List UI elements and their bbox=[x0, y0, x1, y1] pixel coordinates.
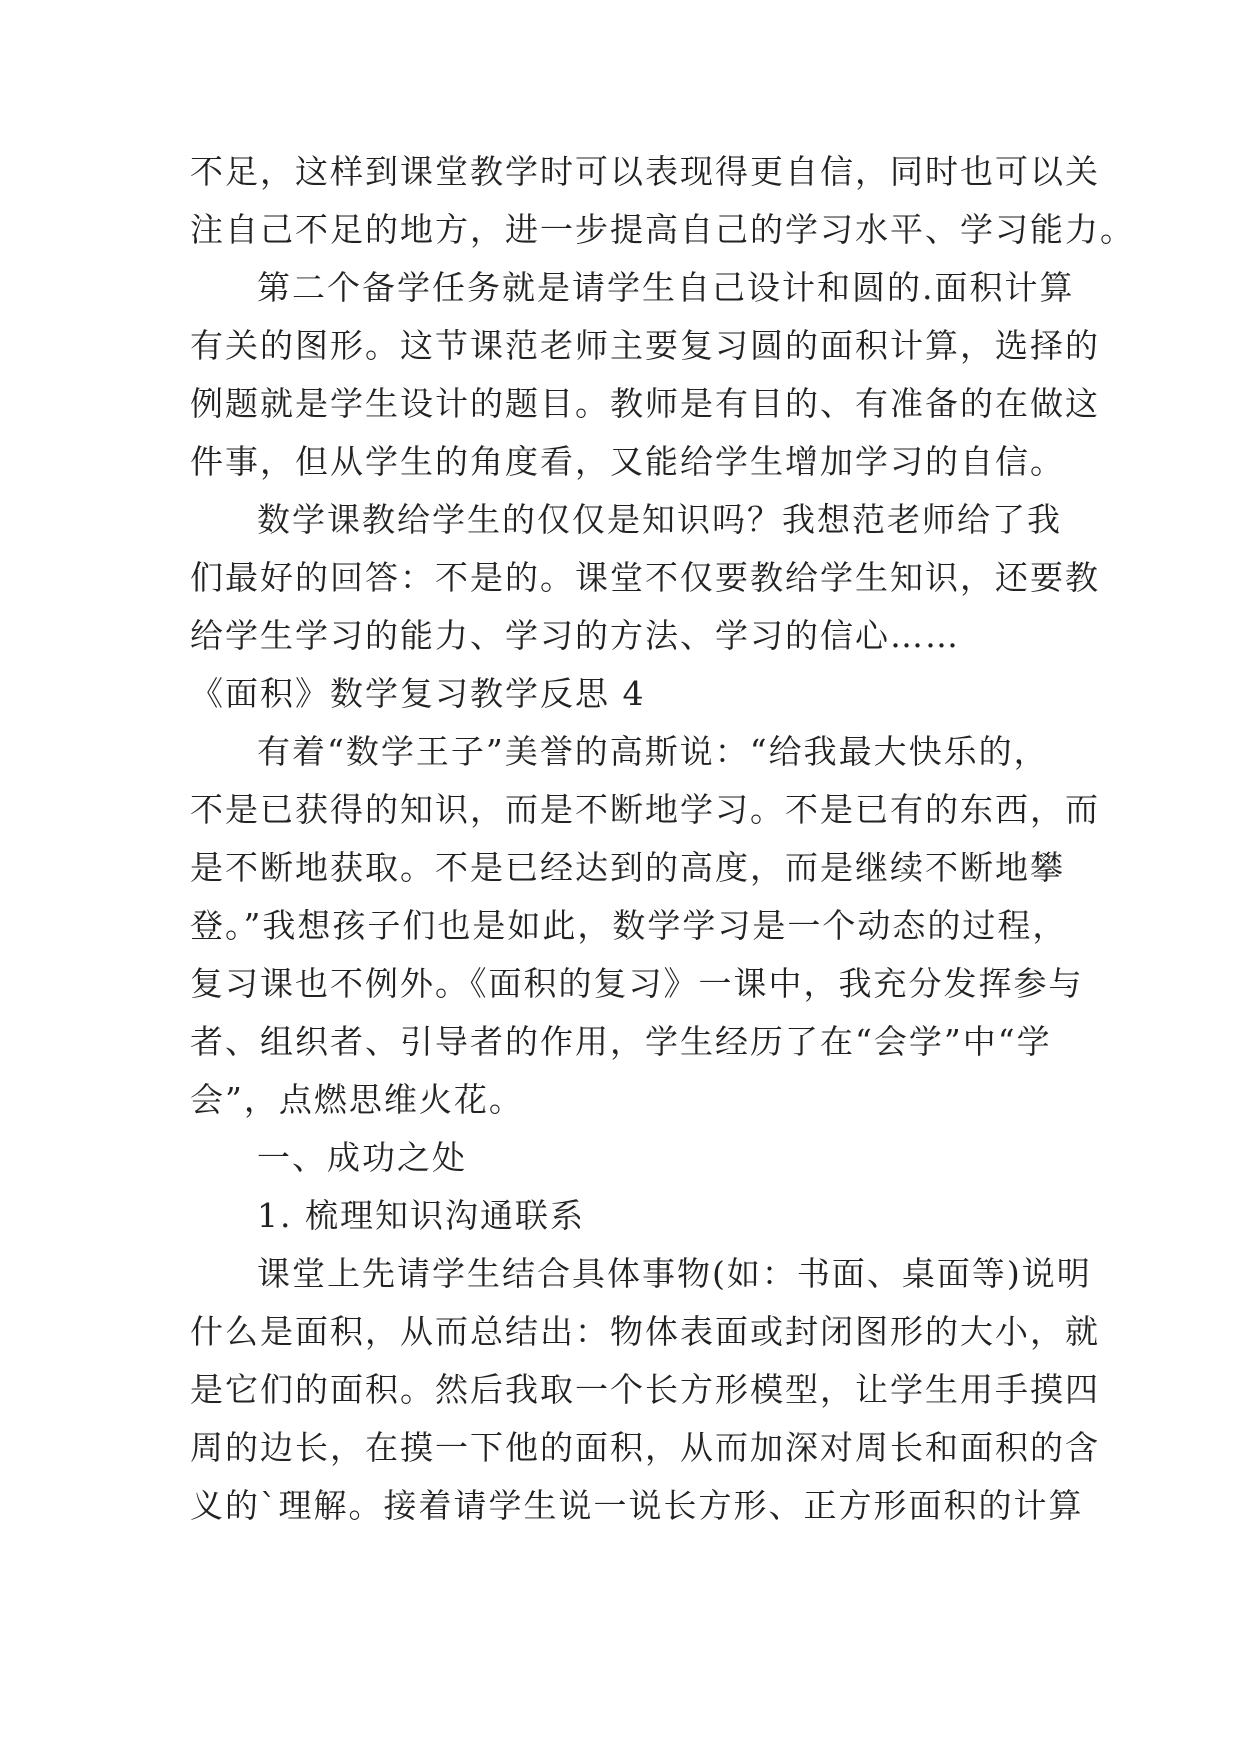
text-line: 给学生学习的能力、学习的方法、学习的信心…… bbox=[190, 616, 960, 655]
text-line: 例题就是学生设计的题目。教师是有目的、有准备的在做这 bbox=[190, 384, 1100, 423]
paragraph-start-line: 课堂上先请学生结合具体事物(如：书面、桌面等)说明 bbox=[257, 1254, 1092, 1293]
text-line: 什么是面积，从而总结出：物体表面或封闭图形的大小，就 bbox=[190, 1312, 1100, 1351]
text-line: 义的`理解。接着请学生说一说长方形、正方形面积的计算 bbox=[190, 1486, 1084, 1525]
numbered-heading: 1. 梳理知识沟通联系 bbox=[257, 1196, 585, 1235]
paragraph-start-line: 数学课教给学生的仅仅是知识吗？我想范老师给了我 bbox=[257, 500, 1062, 539]
text-line: 注自己不足的地方，进一步提高自己的学习水平、学习能力。 bbox=[190, 210, 1135, 249]
text-line: 有关的图形。这节课范老师主要复习圆的面积计算，选择的 bbox=[190, 326, 1100, 365]
section-heading: 《面积》数学复习教学反思 4 bbox=[190, 674, 646, 713]
text-line: 是它们的面积。然后我取一个长方形模型，让学生用手摸四 bbox=[190, 1370, 1100, 1409]
paragraph-start-line: 第二个备学任务就是请学生自己设计和圆的.面积计算 bbox=[257, 268, 1075, 307]
text-line: 周的边长，在摸一下他的面积，从而加深对周长和面积的含 bbox=[190, 1428, 1100, 1467]
text-line: 件事，但从学生的角度看，又能给学生增加学习的自信。 bbox=[190, 442, 1065, 481]
text-line: 者、组织者、引导者的作用，学生经历了在“会学”中“学 bbox=[190, 1022, 1052, 1061]
text-line: 复习课也不例外。《面积的复习》一课中，我充分发挥参与 bbox=[190, 964, 1084, 1003]
text-line: 不足，这样到课堂教学时可以表现得更自信，同时也可以关 bbox=[190, 152, 1100, 191]
paragraph-start-line: 有着“数学王子”美誉的高斯说：“给我最大快乐的， bbox=[257, 732, 1049, 771]
subsection-heading: 一、成功之处 bbox=[257, 1138, 467, 1177]
text-line: 是不断地获取。不是已经达到的高度，而是继续不断地攀 bbox=[190, 848, 1065, 887]
text-line: 不是已获得的知识，而是不断地学习。不是已有的东西，而 bbox=[190, 790, 1100, 829]
text-line: 们最好的回答：不是的。课堂不仅要教给学生知识，还要教 bbox=[190, 558, 1100, 597]
text-line: 会”，点燃思维火花。 bbox=[190, 1080, 524, 1119]
text-line: 登。”我想孩子们也是如此，数学学习是一个动态的过程， bbox=[190, 906, 1068, 945]
